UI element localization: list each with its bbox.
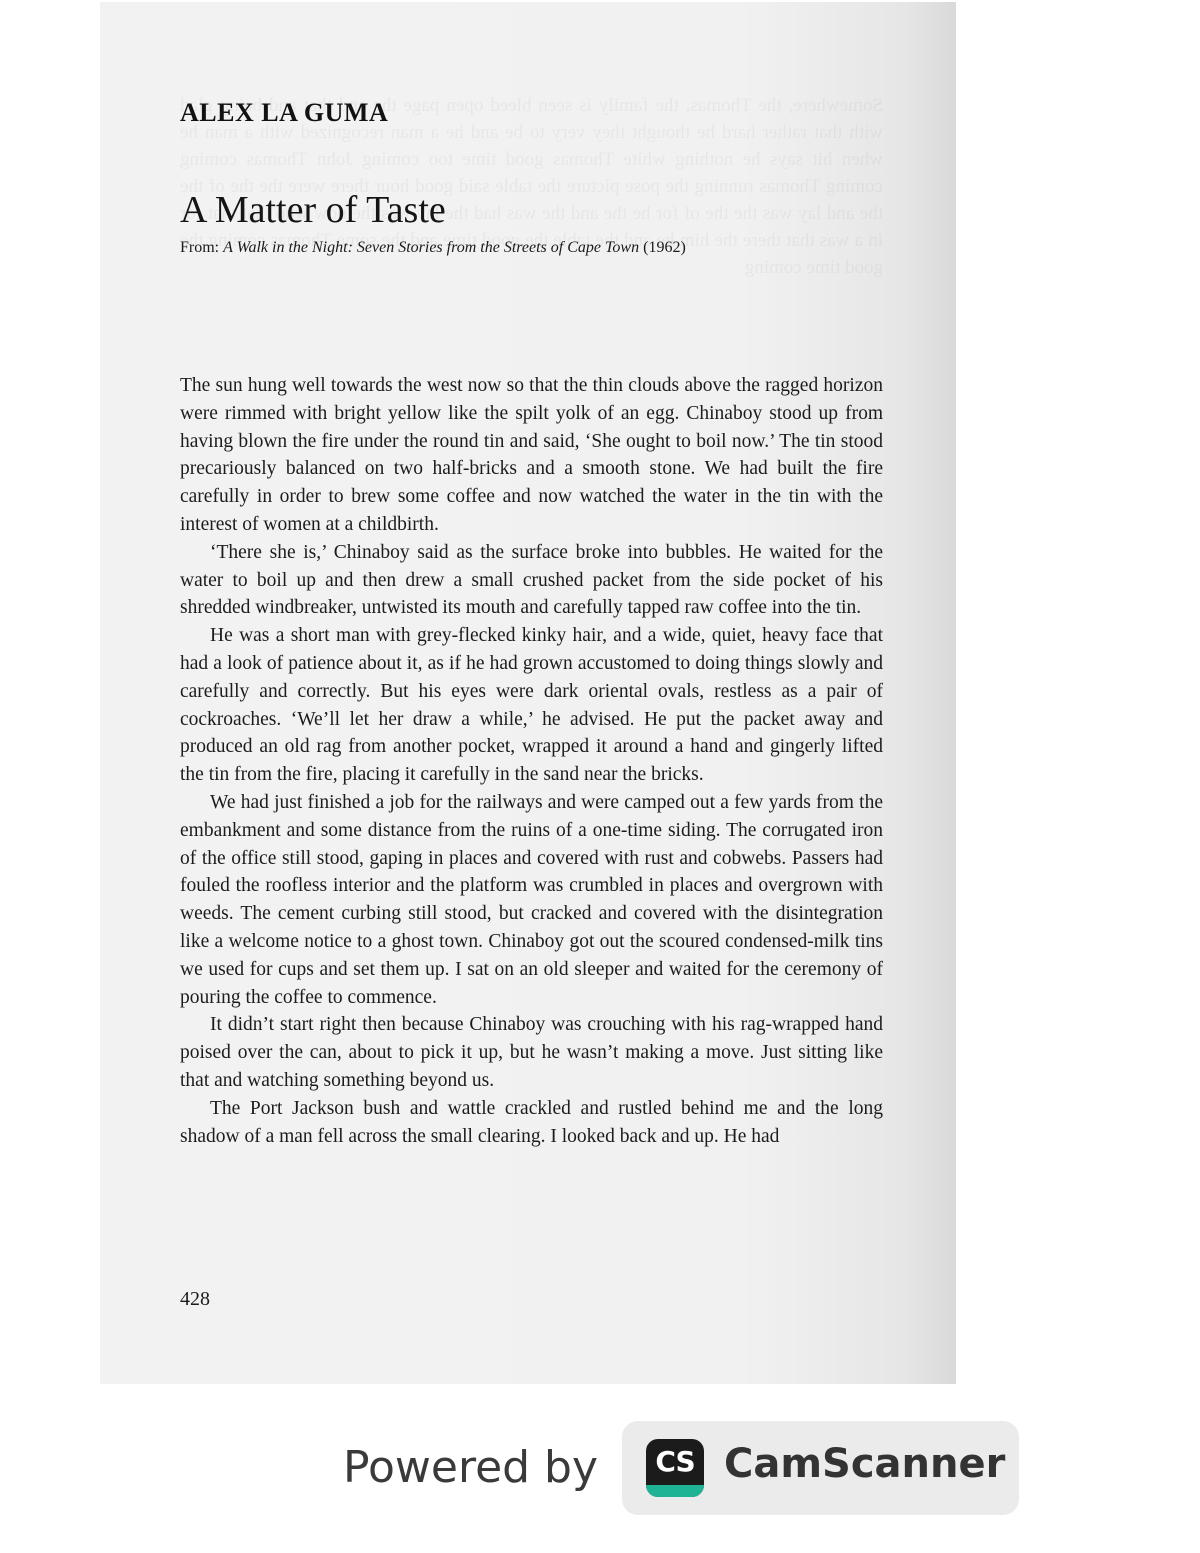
story-body [180, 372, 883, 1150]
paragraph: We had just finished a job for the railways and were camped out a few yards from the embankment and some distance from the ruins of a one-time siding. The corrugated iron of the office still stood, gaping in places and covered with rust and cobwebs. Passers had fouled the roofless interior and the platform was crumbled in places and overgrown with weeds. The cement curbing still stood, but cracked and covered with the disintegration like a welcome notice to a ghost town. Chinaboy got out the scoured condensed-milk tins we used for cups and set them up. I sat on an old sleeper and waited for the ceremony of pouring the coffee to commence. [180, 791, 883, 1008]
source-citation [180, 239, 686, 257]
paragraph: ‘There she is,’ Chinaboy said as the surface broke into bubbles. He waited for the water to boil up and then drew a small crushed packet from the side pocket of his shredded windbreaker, untwisted its mouth and carefully tapped raw coffee into the tin. [180, 541, 883, 619]
logo-letters: CS [655, 1445, 695, 1478]
paragraph: The sun hung well towards the west now so that the thin clouds above the ragged horizon were rimmed with bright yellow like the spilt yolk of an egg. Chinaboy stood up from having blown the fire under the round tin and said, ‘She ought to boil now.’ The tin stood precariously balanced on two half-bricks and a smooth stone. We had built the fire carefully in order to brew some coffee and now watched the water in the tin with the interest of women at a childbirth. [180, 375, 883, 535]
scanned-page [100, 2, 956, 1384]
camscanner-logo-icon [646, 1439, 704, 1497]
paragraph: It didn’t start right then because Chinaboy was crouching with his rag-wrapped hand poised over the can, about to pick it up, but he wasn’t making a move. Just sitting like that and watching something beyond us. [180, 1014, 883, 1091]
paragraph: He was a short man with grey-flecked kinky hair, and a wide, quiet, heavy face that had a look of patience about it, as if he had grown accustomed to doing things slowly and carefully and correctly. But his eyes were dark oriental ovals, restless as a pair of cockroaches. ‘We’ll let her draw a while,’ he advised. He put the packet away and produced an old rag from another pocket, wrapped it around a hand and gingerly lifted the tin from the fire, placing it carefully in the sand near the bricks. [180, 625, 883, 786]
source-prefix: From: [180, 239, 224, 256]
powered-by-label: Powered by [343, 1442, 599, 1493]
brand-name: CamScanner [724, 1441, 1006, 1487]
logo-accent-stripe [646, 1485, 704, 1497]
story-title: A Matter of Taste [180, 189, 446, 231]
page-number: 428 [180, 1288, 210, 1310]
source-book-title: A Walk in the Night: Seven Stories from the Streets of Cape Town [223, 239, 640, 256]
camscanner-footer [0, 1384, 1200, 1553]
source-year: (1962) [639, 239, 686, 256]
paragraph: The Port Jackson bush and wattle crackled and rustled behind me and the long shadow of a man fell across the small clearing. I looked back and up. He had [180, 1097, 883, 1147]
author-name: ALEX LA GUMA [180, 98, 389, 127]
camscanner-badge [622, 1421, 1019, 1515]
